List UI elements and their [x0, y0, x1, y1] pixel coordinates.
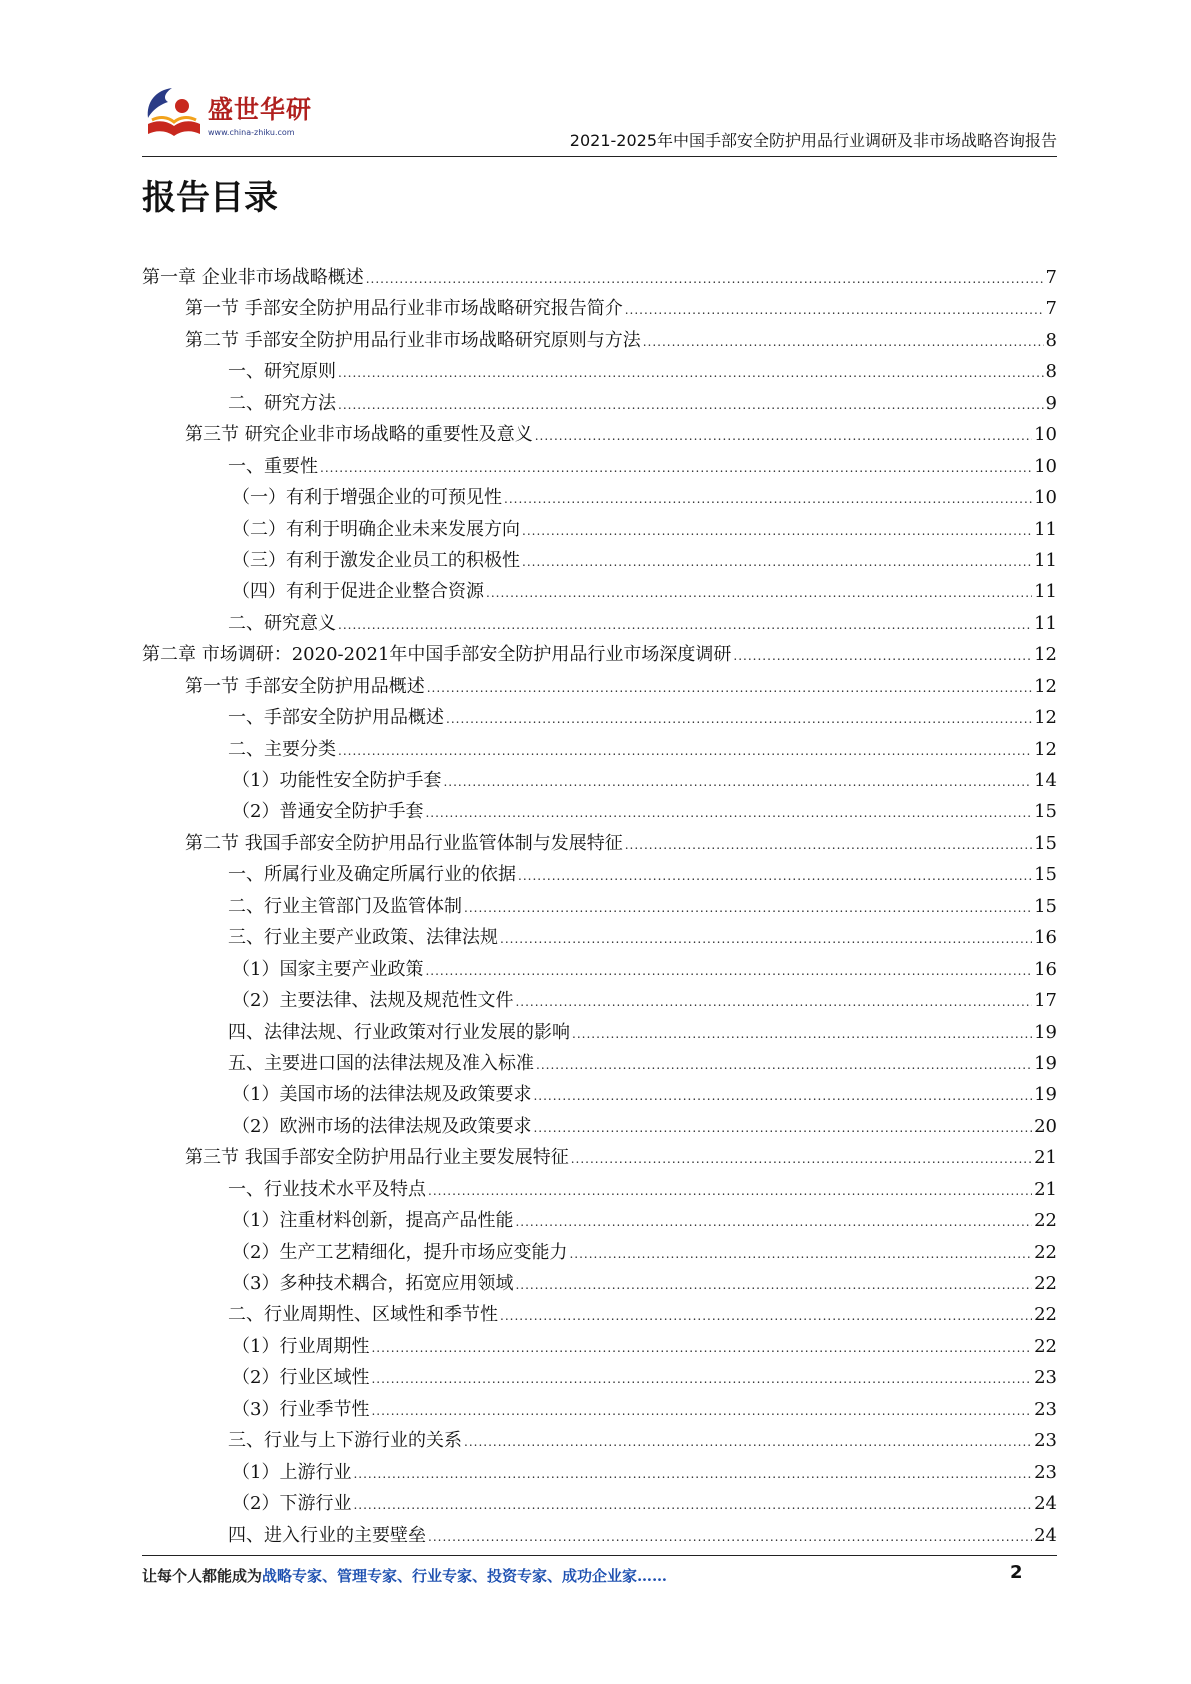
toc-leader-dots: [533, 1081, 1032, 1112]
toc-entry-page: 23: [1034, 1398, 1057, 1420]
toc-entry-page: 10: [1034, 487, 1057, 509]
toc-entry-page: 7: [1045, 298, 1057, 320]
toc-leader-dots: [486, 578, 1032, 609]
toc-entry-label: 一、手部安全防护用品概述: [228, 707, 444, 729]
toc-entry[interactable]: [142, 702, 1057, 733]
toc-entry[interactable]: [142, 325, 1057, 356]
toc-leader-dots: [572, 1019, 1032, 1050]
toc-leader-dots: [371, 1333, 1032, 1364]
toc-entry[interactable]: [142, 1299, 1057, 1330]
toc-entry[interactable]: [142, 765, 1057, 796]
logo-url: www.china-zhiku.com: [208, 128, 295, 137]
table-of-contents: [142, 262, 1057, 1551]
toc-entry[interactable]: [142, 482, 1057, 513]
page-number: 2: [1010, 1562, 1023, 1583]
toc-entry-label: 一、研究原则: [228, 361, 336, 383]
toc-entry-page: 22: [1034, 1335, 1057, 1357]
toc-leader-dots: [428, 1176, 1032, 1207]
toc-entry[interactable]: [142, 1142, 1057, 1173]
toc-entry[interactable]: [142, 1111, 1057, 1142]
toc-leader-dots: [500, 1301, 1032, 1332]
toc-entry-label: 第一章 企业非市场战略概述: [142, 267, 364, 288]
toc-entry[interactable]: [142, 576, 1057, 607]
toc-entry-label: （2）普通安全防护手套: [232, 801, 424, 823]
toc-entry-label: 二、行业主管部门及监管体制: [228, 895, 462, 917]
toc-entry[interactable]: [142, 1520, 1057, 1551]
toc-entry-page: 8: [1045, 329, 1057, 351]
toc-entry[interactable]: [142, 451, 1057, 482]
toc-entry-page: 24: [1034, 1524, 1057, 1546]
toc-entry-page: 10: [1034, 455, 1057, 477]
toc-entry-label: 二、行业周期性、区域性和季节性: [228, 1304, 498, 1326]
toc-entry-label: 四、法律法规、行业政策对行业发展的影响: [228, 1021, 570, 1043]
toc-entry-label: （四）有利于促进企业整合资源: [232, 581, 484, 603]
page-title: 报告目录: [142, 178, 278, 218]
header-divider: [142, 156, 1057, 157]
toc-entry-page: 19: [1034, 1084, 1057, 1106]
toc-entry[interactable]: [142, 859, 1057, 890]
footer-slogan: [142, 1565, 667, 1586]
toc-entry[interactable]: [142, 985, 1057, 1016]
toc-entry-page: 22: [1034, 1273, 1057, 1294]
toc-leader-dots: [320, 453, 1032, 484]
toc-entry-label: （3）行业季节性: [232, 1398, 370, 1420]
toc-entry-page: 23: [1034, 1367, 1057, 1389]
toc-leader-dots: [425, 956, 1032, 987]
toc-leader-dots: [353, 1490, 1032, 1521]
toc-entry[interactable]: [142, 1394, 1057, 1425]
toc-entry-label: （2）主要法律、法规及规范性文件: [232, 990, 514, 1012]
toc-entry[interactable]: [142, 1174, 1057, 1205]
toc-entry-page: 23: [1034, 1430, 1057, 1452]
toc-leader-dots: [625, 295, 1044, 326]
toc-leader-dots: [643, 327, 1044, 358]
toc-entry-page: 22: [1034, 1304, 1057, 1326]
toc-entry-page: 19: [1034, 1052, 1057, 1074]
toc-entry-label: 第二节 我国手部安全防护用品行业监管体制与发展特征: [185, 832, 623, 854]
toc-entry-label: （二）有利于明确企业未来发展方向: [232, 518, 520, 540]
toc-leader-dots: [569, 1239, 1032, 1270]
toc-leader-dots: [522, 547, 1032, 578]
toc-entry[interactable]: [142, 954, 1057, 985]
toc-entry[interactable]: [142, 671, 1057, 702]
toc-entry-label: （1）注重材料创新，提高产品性能: [232, 1210, 514, 1232]
toc-entry-page: 7: [1045, 267, 1057, 288]
toc-entry-page: 21: [1034, 1178, 1057, 1200]
toc-entry[interactable]: [142, 388, 1057, 419]
toc-entry-page: 12: [1034, 707, 1057, 729]
toc-entry-label: 五、主要进口国的法律法规及准入标准: [228, 1052, 534, 1074]
toc-entry-page: 15: [1034, 895, 1057, 917]
toc-leader-dots: [518, 861, 1032, 892]
toc-leader-dots: [464, 1427, 1032, 1458]
toc-entry[interactable]: [142, 1362, 1057, 1393]
toc-entry-label: 四、进入行业的主要壁垒: [228, 1524, 426, 1546]
toc-entry[interactable]: [142, 828, 1057, 859]
toc-entry-page: 12: [1034, 675, 1057, 697]
toc-entry-page: 11: [1034, 518, 1057, 540]
toc-entry-page: 9: [1045, 392, 1057, 414]
toc-leader-dots: [428, 1522, 1032, 1553]
toc-entry[interactable]: [142, 1331, 1057, 1362]
toc-leader-dots: [515, 1207, 1032, 1238]
toc-entry[interactable]: [142, 1017, 1057, 1048]
toc-entry[interactable]: [142, 1237, 1057, 1268]
toc-leader-dots: [338, 736, 1032, 767]
toc-entry-page: 22: [1034, 1210, 1057, 1232]
toc-entry-page: 19: [1034, 1021, 1057, 1043]
toc-entry-page: 16: [1034, 958, 1057, 980]
toc-entry-label: 第一节 手部安全防护用品概述: [185, 675, 425, 697]
toc-leader-dots: [464, 893, 1032, 924]
toc-entry-label: （1）上游行业: [232, 1461, 352, 1483]
toc-leader-dots: [446, 704, 1032, 735]
toc-entry-label: （2）下游行业: [232, 1493, 352, 1515]
toc-entry[interactable]: [142, 639, 1057, 670]
toc-entry-page: 15: [1034, 801, 1057, 823]
toc-leader-dots: [338, 358, 1044, 389]
toc-entry[interactable]: [142, 1205, 1057, 1236]
toc-entry-label: 第三节 我国手部安全防护用品行业主要发展特征: [185, 1147, 569, 1169]
toc-entry-page: 22: [1034, 1241, 1057, 1263]
toc-leader-dots: [571, 1144, 1032, 1175]
footer-slogan-highlight: 战略专家、管理专家、行业专家、投资专家、成功企业家……: [262, 1567, 668, 1585]
report-title: 2021-2025年中国手部安全防护用品行业调研及非市场战略咨询报告: [569, 131, 1057, 150]
toc-entry-label: 第三节 研究企业非市场战略的重要性及意义: [185, 424, 533, 446]
company-logo: [142, 84, 312, 146]
toc-leader-dots: [425, 798, 1032, 829]
toc-entry-page: 12: [1034, 644, 1057, 666]
toc-entry-label: 二、主要分类: [228, 738, 336, 760]
toc-entry[interactable]: [142, 262, 1057, 293]
toc-leader-dots: [338, 610, 1032, 641]
toc-entry-label: 第二章 市场调研：2020-2021年中国手部安全防护用品行业市场深度调研: [142, 644, 732, 666]
toc-entry-label: 第二节 手部安全防护用品行业非市场战略研究原则与方法: [185, 329, 641, 351]
toc-entry-label: （1）美国市场的法律法规及政策要求: [232, 1084, 532, 1106]
toc-entry-label: 一、重要性: [228, 455, 318, 477]
toc-entry[interactable]: [142, 891, 1057, 922]
toc-entry-page: 17: [1034, 990, 1057, 1012]
toc-entry-page: 10: [1034, 424, 1057, 446]
logo-book-icon: [142, 84, 206, 146]
toc-entry[interactable]: [142, 356, 1057, 387]
toc-leader-dots: [625, 830, 1032, 861]
toc-entry-label: 一、所属行业及确定所属行业的依据: [228, 864, 516, 886]
toc-leader-dots: [533, 1113, 1032, 1144]
toc-entry-page: 23: [1034, 1461, 1057, 1483]
toc-leader-dots: [522, 516, 1032, 547]
toc-entry-page: 8: [1045, 361, 1057, 383]
toc-entry[interactable]: [142, 734, 1057, 765]
toc-entry[interactable]: [142, 922, 1057, 953]
logo-text: 盛世华研: [208, 95, 313, 124]
toc-entry[interactable]: [142, 1425, 1057, 1456]
toc-leader-dots: [535, 421, 1032, 452]
footer-divider: [142, 1555, 1057, 1556]
toc-entry-label: （1）行业周期性: [232, 1335, 370, 1357]
toc-leader-dots: [733, 641, 1032, 672]
toc-entry-label: （3）多种技术耦合，拓宽应用领域: [232, 1273, 514, 1294]
toc-entry-label: 二、研究方法: [228, 392, 336, 414]
toc-leader-dots: [500, 924, 1032, 955]
toc-leader-dots: [515, 987, 1032, 1018]
toc-leader-dots: [515, 1270, 1032, 1301]
toc-entry-label: 三、行业与上下游行业的关系: [228, 1430, 462, 1452]
toc-entry[interactable]: [142, 293, 1057, 324]
toc-entry-label: （2）生产工艺精细化，提升市场应变能力: [232, 1241, 568, 1263]
toc-entry-page: 24: [1034, 1493, 1057, 1515]
toc-entry[interactable]: [142, 608, 1057, 639]
toc-entry-label: （三）有利于激发企业员工的积极性: [232, 549, 520, 571]
toc-entry-page: 15: [1034, 832, 1057, 854]
toc-leader-dots: [504, 484, 1032, 515]
toc-entry-label: 一、行业技术水平及特点: [228, 1178, 426, 1200]
toc-entry-label: （一）有利于增强企业的可预见性: [232, 487, 502, 509]
toc-leader-dots: [536, 1050, 1032, 1081]
toc-entry-page: 11: [1034, 612, 1057, 634]
toc-leader-dots: [427, 673, 1032, 704]
toc-entry-label: （2）行业区域性: [232, 1367, 370, 1389]
toc-leader-dots: [371, 1364, 1032, 1395]
toc-entry[interactable]: [142, 796, 1057, 827]
toc-leader-dots: [338, 390, 1044, 421]
toc-entry[interactable]: [142, 545, 1057, 576]
footer-slogan-prefix: 让每个人都能成为: [142, 1567, 263, 1585]
toc-entry-page: 20: [1034, 1115, 1057, 1137]
toc-entry-page: 11: [1034, 549, 1057, 571]
page-header: [142, 78, 1057, 158]
toc-entry-page: 12: [1034, 738, 1057, 760]
toc-entry-page: 16: [1034, 927, 1057, 949]
toc-entry-label: （1）功能性安全防护手套: [232, 770, 442, 791]
toc-entry[interactable]: [142, 1488, 1057, 1519]
toc-entry-page: 21: [1034, 1147, 1057, 1169]
toc-entry[interactable]: [142, 419, 1057, 450]
toc-entry[interactable]: [142, 1079, 1057, 1110]
toc-entry[interactable]: [142, 1268, 1057, 1299]
toc-leader-dots: [366, 264, 1044, 295]
toc-entry-label: （1）国家主要产业政策: [232, 958, 424, 980]
toc-entry-label: （2）欧洲市场的法律法规及政策要求: [232, 1115, 532, 1137]
toc-entry[interactable]: [142, 514, 1057, 545]
toc-entry-label: 三、行业主要产业政策、法律法规: [228, 927, 498, 949]
toc-leader-dots: [443, 767, 1032, 798]
toc-entry-label: 二、研究意义: [228, 612, 336, 634]
toc-entry[interactable]: [142, 1457, 1057, 1488]
toc-entry-page: 14: [1034, 770, 1057, 791]
toc-entry-label: 第一节 手部安全防护用品行业非市场战略研究报告简介: [185, 298, 623, 320]
toc-leader-dots: [371, 1396, 1032, 1427]
toc-entry-page: 11: [1034, 581, 1057, 603]
toc-entry[interactable]: [142, 1048, 1057, 1079]
toc-leader-dots: [353, 1459, 1032, 1490]
toc-entry-page: 15: [1034, 864, 1057, 886]
